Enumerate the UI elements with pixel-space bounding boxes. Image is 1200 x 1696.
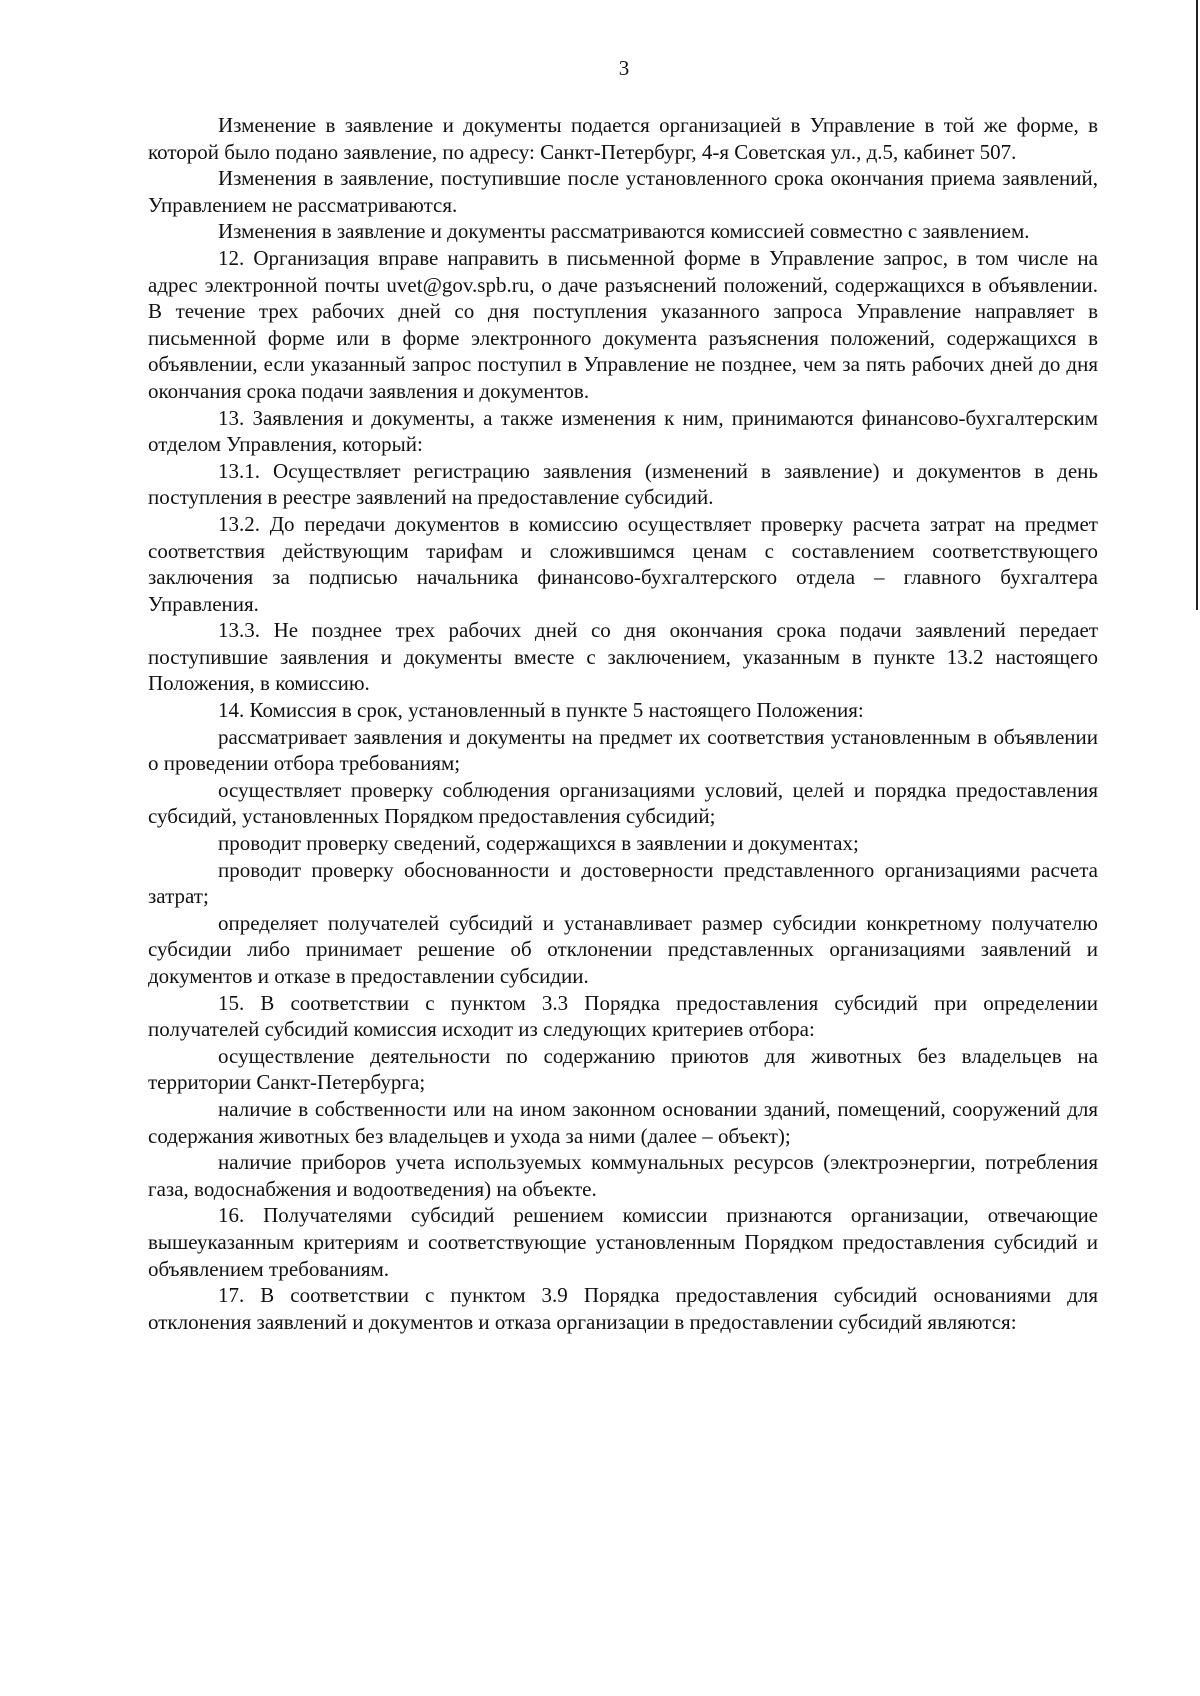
paragraph-amendment-submission: Изменение в заявление и документы подается организацией в Управление в той же форме, в которой было подано заявление, по адресу: Санкт-Петербург, 4-я Советская ул., д.5, кабинет 507.: [148, 113, 1098, 164]
paragraph-item-13-3: 13.3. Не позднее трех рабочих дней со дня окончания срока подачи заявлений передает поступившие заявления и документы вместе с заключением, указанным в пункте 13.2 настоящего Положения, в комиссию.: [148, 618, 1098, 696]
paragraph-item-14-verification: проводит проверку сведений, содержащихся в заявлении и документах;: [218, 831, 859, 856]
paragraph-criterion-premises: наличие в собственности или на ином законном основании зданий, помещений, сооружений для содержания животных без владельцев и ухода за ними (далее – объект);: [148, 1096, 1098, 1148]
paragraph-item-12: 12. Организация вправе направить в письменной форме в Управление запрос, в том числе на адрес электронной почты uvet@gov.spb.ru, о даче разъяснений положений, содержащихся в объявлении. В течение трех рабочих дней со дня поступления указанного запроса Управление направляет в письменной форме или в форме электронного документа разъяснения положений, содержащихся в объявлении, если указанный запрос поступил в Управление не позднее, чем за пять рабочих дней до дня окончания срока подачи заявления и документов.: [148, 245, 1098, 403]
document-body: [148, 112, 1098, 1335]
paragraph-item-13: 13. Заявления и документы, а также изменения к ним, принимаются финансово-бухгалтерским отделом Управления, который:: [148, 405, 1098, 457]
paragraph-item-16: 16. Получателями субсидий решением комиссии признаются организации, отвечающие вышеуказанным критериям и соответствующие установленным Порядком предоставления субсидий и объявлением требованиям.: [148, 1203, 1098, 1281]
paragraph-item-15: 15. В соответствии с пунктом 3.3 Порядка предоставления субсидий при определении получателей субсидий комиссия исходит из следующих критериев отбора:: [148, 990, 1098, 1042]
paragraph-item-13-1: 13.1. Осуществляет регистрацию заявления (изменений в заявление) и документов в день поступления в реестре заявлений на предоставление субсидий.: [148, 458, 1098, 510]
paragraph-item-14-cost-check: проводит проверку обоснованности и достоверности представленного организациями расчета затрат;: [148, 857, 1098, 909]
paragraph-item-14-compliance: осуществляет проверку соблюдения организациями условий, целей и порядка предоставления субсидий, установленных Порядком предоставления субсидий;: [148, 777, 1098, 829]
page-number: 3: [618, 56, 630, 80]
paragraph-late-amendments: Изменения в заявление, поступившие после установленного срока окончания приема заявлений, Управлением не рассматриваются.: [148, 166, 1098, 217]
scan-edge-line: [1196, 0, 1198, 610]
paragraph-item-17: 17. В соответствии с пунктом 3.9 Порядка предоставления субсидий основаниями для отклонения заявлений и документов и отказа организации в предоставлении субсидий являются:: [148, 1283, 1098, 1334]
paragraph-item-13-2: 13.2. До передачи документов в комиссию осуществляет проверку расчета затрат на предмет соответствия действующим тарифам и сложившимся ценам с составлением соответствующего заключения за подписью начальника финансово-бухгалтерского отдела – главного бухгалтера Управления.: [148, 511, 1098, 616]
paragraph-amendment-review: Изменения в заявление и документы рассматриваются комиссией совместно с заявлением.: [218, 219, 1030, 244]
paragraph-item-14-decision: определяет получателей субсидий и устанавливает размер субсидии конкретному получателю субсидии либо принимает решение об отклонении представленных организациями заявлений и документов и отказе в предоставлении субсидии.: [148, 910, 1098, 988]
paragraph-item-14-review: рассматривает заявления и документы на предмет их соответствия установленным в объявлении о проведении отбора требованиям;: [148, 724, 1098, 776]
paragraph-criterion-meters: наличие приборов учета используемых коммунальных ресурсов (электроэнергии, потребления газа, водоснабжения и водоотведения) на объекте.: [148, 1150, 1098, 1201]
paragraph-item-14: 14. Комиссия в срок, установленный в пункте 5 настоящего Положения:: [218, 698, 864, 723]
paragraph-criterion-activity: осуществление деятельности по содержанию приютов для животных без владельцев на территории Санкт-Петербурга;: [148, 1043, 1098, 1095]
